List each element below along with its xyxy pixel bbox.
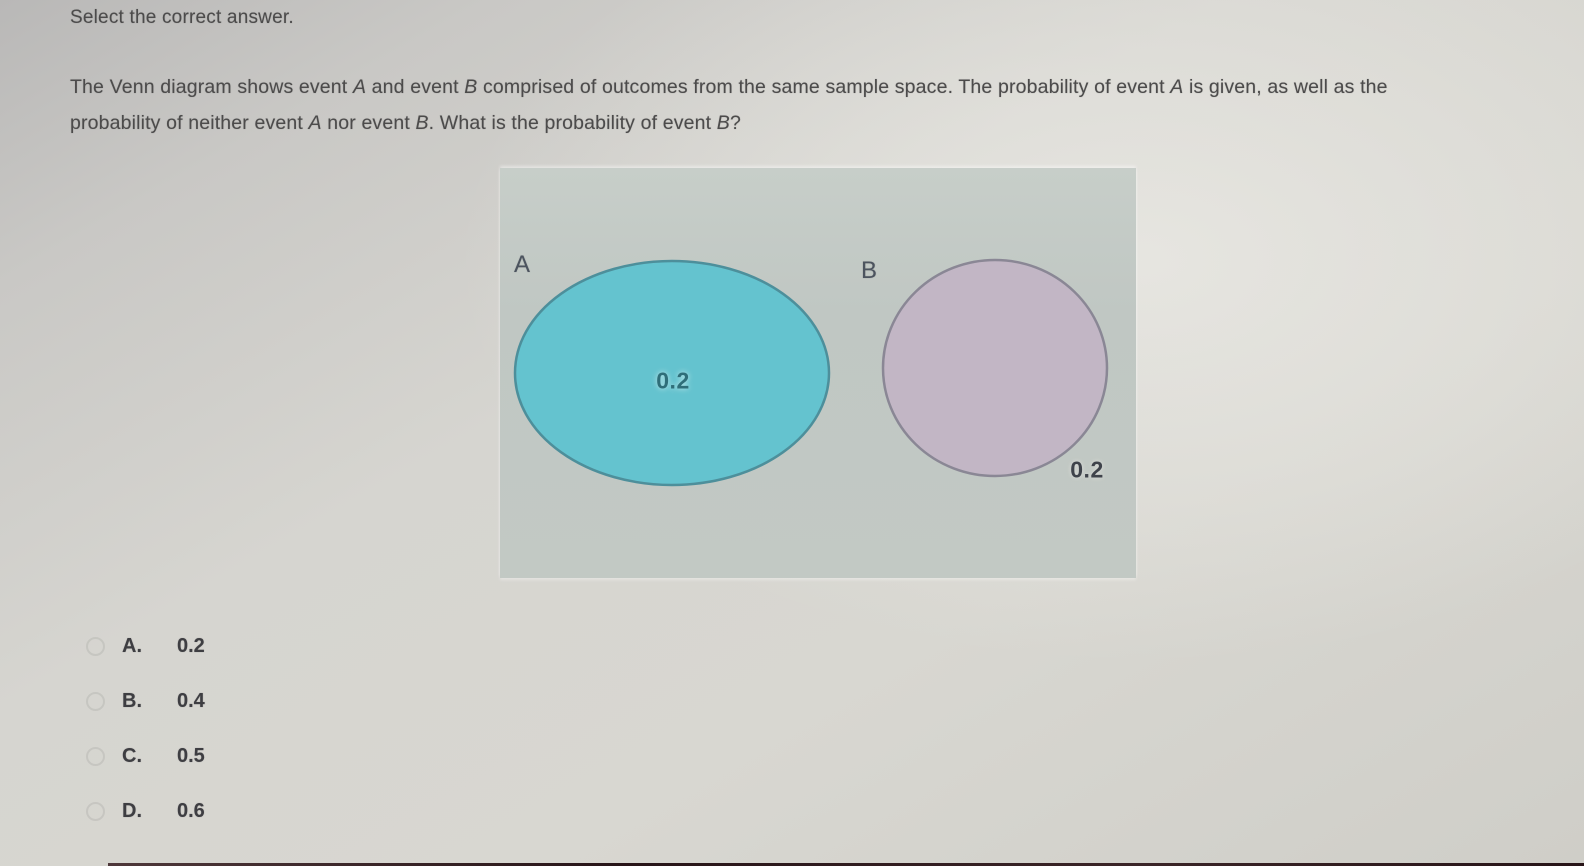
- option-letter: C.: [122, 744, 142, 767]
- event-a-italic: A: [1170, 76, 1184, 98]
- option-row-c[interactable]: [86, 743, 205, 769]
- question-text: [70, 69, 1540, 141]
- option-row-b[interactable]: [86, 688, 205, 714]
- probability-inside-a: 0.2: [656, 367, 690, 394]
- venn-diagram-shapes: [500, 168, 1136, 578]
- question-segment: The Venn diagram shows event: [70, 76, 353, 98]
- option-value: 0.6: [177, 799, 205, 822]
- option-value: 0.2: [177, 634, 205, 657]
- option-letter: B.: [122, 689, 142, 712]
- event-a-italic: A: [352, 76, 367, 98]
- question-segment: is given, as well as the: [1183, 76, 1388, 98]
- question-segment: ?: [729, 112, 741, 134]
- probability-outside-b: 0.2: [1070, 456, 1104, 483]
- event-a-label: A: [514, 251, 531, 278]
- question-segment: comprised of outcomes from the same sample space. The probability of event: [477, 76, 1171, 98]
- event-b-italic: B: [415, 112, 429, 134]
- question-segment: nor event: [321, 112, 416, 134]
- option-value: 0.4: [177, 689, 205, 712]
- option-row-a[interactable]: [86, 633, 205, 659]
- question-segment: . What is the probability of event: [428, 112, 717, 134]
- question-line-2: [70, 105, 1540, 141]
- option-value: 0.5: [177, 744, 205, 767]
- radio-button-a[interactable]: [86, 637, 105, 656]
- option-row-d[interactable]: [86, 798, 205, 824]
- event-b-italic: B: [716, 112, 730, 134]
- option-letter: D.: [122, 799, 142, 822]
- question-segment: and event: [366, 76, 465, 98]
- event-a-italic: A: [308, 112, 322, 134]
- question-line-1: [70, 69, 1540, 105]
- event-b-italic: B: [464, 76, 478, 98]
- event-b-label: B: [861, 257, 878, 284]
- radio-button-b[interactable]: [86, 692, 105, 711]
- radio-button-c[interactable]: [86, 747, 105, 766]
- radio-button-d[interactable]: [86, 802, 105, 821]
- option-letter: A.: [122, 634, 142, 657]
- event-b-circle: [883, 260, 1107, 476]
- venn-diagram: [500, 168, 1136, 578]
- question-segment: probability of neither event: [70, 112, 309, 134]
- instruction-text: Select the correct answer.: [70, 7, 294, 28]
- answer-options: [86, 633, 205, 853]
